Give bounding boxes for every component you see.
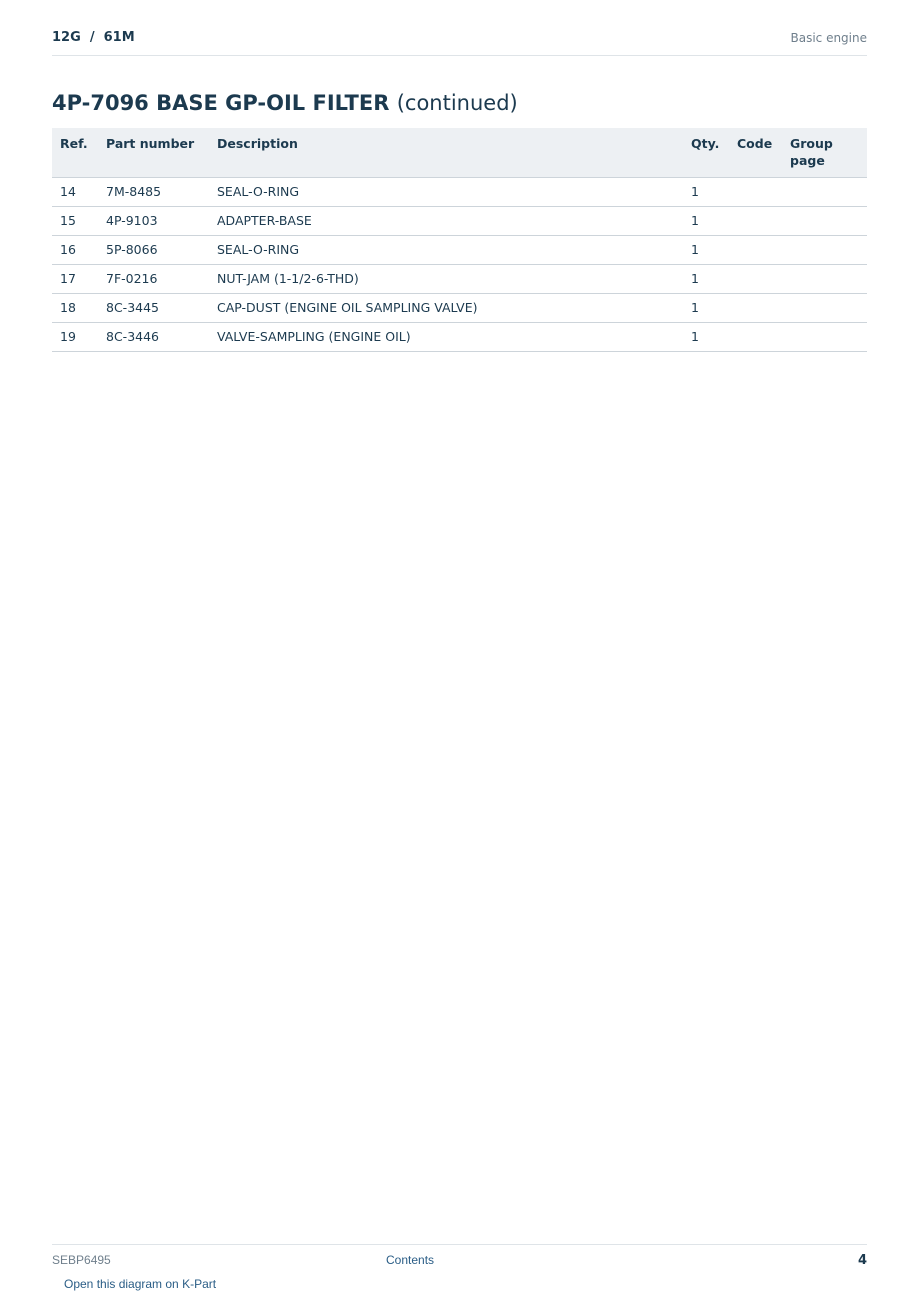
- cell-ref: 14: [52, 178, 98, 207]
- table-row: [52, 178, 867, 207]
- cell-group-page: [782, 265, 867, 294]
- cell-qty: 1: [683, 207, 729, 236]
- page-header: [52, 28, 867, 56]
- cell-group-page: [782, 323, 867, 352]
- cell-description: ADAPTER-BASE: [209, 207, 683, 236]
- page-footer: [52, 1244, 867, 1295]
- cell-part-number: 8C-3445: [98, 294, 209, 323]
- col-header-ref: Ref.: [52, 128, 98, 178]
- cell-description: NUT-JAM (1-1/2-6-THD): [209, 265, 683, 294]
- cell-qty: 1: [683, 294, 729, 323]
- page-number: 4: [857, 1253, 867, 1268]
- cell-code: [729, 265, 782, 294]
- col-header-qty: Qty.: [683, 128, 729, 178]
- cell-group-page: [782, 236, 867, 265]
- cell-qty: 1: [683, 323, 729, 352]
- section-label: Basic engine: [790, 31, 867, 45]
- cell-qty: 1: [683, 178, 729, 207]
- cell-part-number: 5P-8066: [98, 236, 209, 265]
- open-kpart-link[interactable]: Open this diagram on K-Part: [64, 1277, 217, 1291]
- col-header-group-page: Group page: [782, 128, 867, 178]
- cell-qty: 1: [683, 265, 729, 294]
- table-row: [52, 294, 867, 323]
- cell-description: CAP-DUST (ENGINE OIL SAMPLING VALVE): [209, 294, 683, 323]
- document-id: SEBP6495: [52, 1253, 111, 1267]
- cell-ref: 16: [52, 236, 98, 265]
- parts-table: [52, 128, 867, 352]
- table-row: [52, 207, 867, 236]
- cell-ref: 19: [52, 323, 98, 352]
- cell-description: VALVE-SAMPLING (ENGINE OIL): [209, 323, 683, 352]
- table-row: [52, 265, 867, 294]
- table-row: [52, 323, 867, 352]
- model-label: 12G / 61M: [52, 30, 135, 45]
- cell-ref: 15: [52, 207, 98, 236]
- col-header-part-number: Part number: [98, 128, 209, 178]
- cell-description: SEAL-O-RING: [209, 178, 683, 207]
- parts-table-header: [52, 128, 867, 178]
- cell-part-number: 8C-3446: [98, 323, 209, 352]
- cell-part-number: 7F-0216: [98, 265, 209, 294]
- cell-code: [729, 207, 782, 236]
- cell-group-page: [782, 294, 867, 323]
- cell-description: SEAL-O-RING: [209, 236, 683, 265]
- table-row: [52, 236, 867, 265]
- cell-qty: 1: [683, 236, 729, 265]
- cell-ref: 17: [52, 265, 98, 294]
- page-title-suffix: (continued): [396, 91, 518, 115]
- cell-part-number: 7M-8485: [98, 178, 209, 207]
- col-header-description: Description: [209, 128, 683, 178]
- cell-group-page: [782, 178, 867, 207]
- col-header-code: Code: [729, 128, 782, 178]
- cell-part-number: 4P-9103: [98, 207, 209, 236]
- cell-ref: 18: [52, 294, 98, 323]
- contents-link[interactable]: Contents: [386, 1253, 435, 1267]
- cell-code: [729, 323, 782, 352]
- cell-code: [729, 178, 782, 207]
- cell-group-page: [782, 207, 867, 236]
- cell-code: [729, 236, 782, 265]
- page-title-main: 4P-7096 BASE GP-OIL FILTER: [52, 91, 390, 115]
- cell-code: [729, 294, 782, 323]
- page-title: [52, 89, 518, 117]
